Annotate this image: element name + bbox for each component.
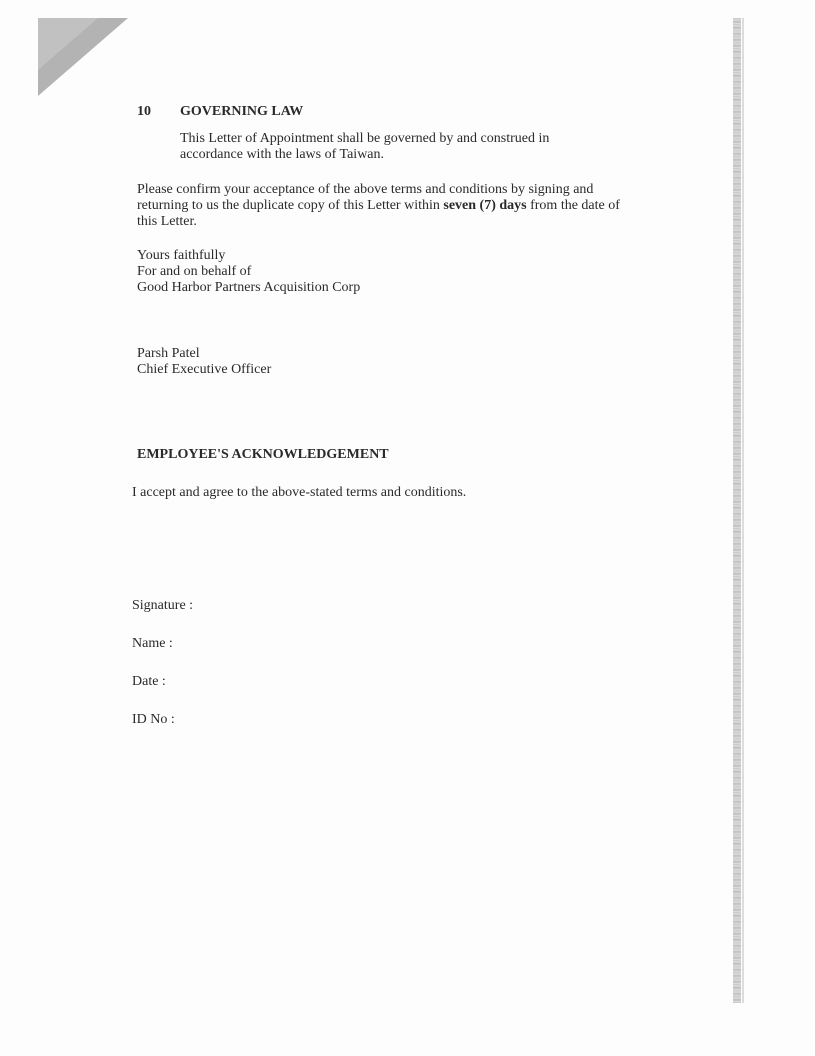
signatory-name: Parsh Patel <box>137 346 200 361</box>
scan-edge-strip <box>733 18 741 1003</box>
acknowledgement-heading: EMPLOYEE'S ACKNOWLEDGEMENT <box>137 447 389 462</box>
name-field-label: Name : <box>132 636 173 651</box>
closing-on-behalf: For and on behalf of <box>137 264 252 279</box>
governing-law-paragraph <box>180 131 549 163</box>
governing-law-line-2: accordance with the laws of Taiwan. <box>180 147 385 162</box>
closing-salutation: Yours faithfully <box>137 248 226 263</box>
section-number: 10 <box>137 104 151 119</box>
confirmation-line-2 <box>137 198 620 214</box>
company-name: Good Harbor Partners Acquisition Corp <box>137 280 361 295</box>
confirmation-line-2-suffix: from the date of <box>526 198 620 213</box>
acknowledgement-statement: I accept and agree to the above-stated terms and conditions. <box>132 485 467 500</box>
scan-corner-shade <box>38 18 98 70</box>
signature-field-label: Signature : <box>132 598 194 613</box>
signatory-title: Chief Executive Officer <box>137 362 272 377</box>
confirmation-line-2-prefix: returning to us the duplicate copy of this Letter within <box>137 198 444 213</box>
scan-edge-line <box>742 18 744 1003</box>
confirmation-line-1: Please confirm your acceptance of the above terms and conditions by signing and <box>137 182 594 197</box>
confirmation-line-3: this Letter. <box>137 214 197 229</box>
confirmation-deadline: seven (7) days <box>443 198 527 213</box>
governing-law-line-1: This Letter of Appointment shall be governed by and construed in <box>180 131 550 146</box>
id-number-field-label: ID No : <box>132 712 175 727</box>
confirmation-paragraph <box>137 182 620 230</box>
date-field-label: Date : <box>132 674 166 689</box>
closing-block <box>137 248 360 296</box>
signatory-block <box>137 346 271 378</box>
section-title: GOVERNING LAW <box>180 104 304 119</box>
